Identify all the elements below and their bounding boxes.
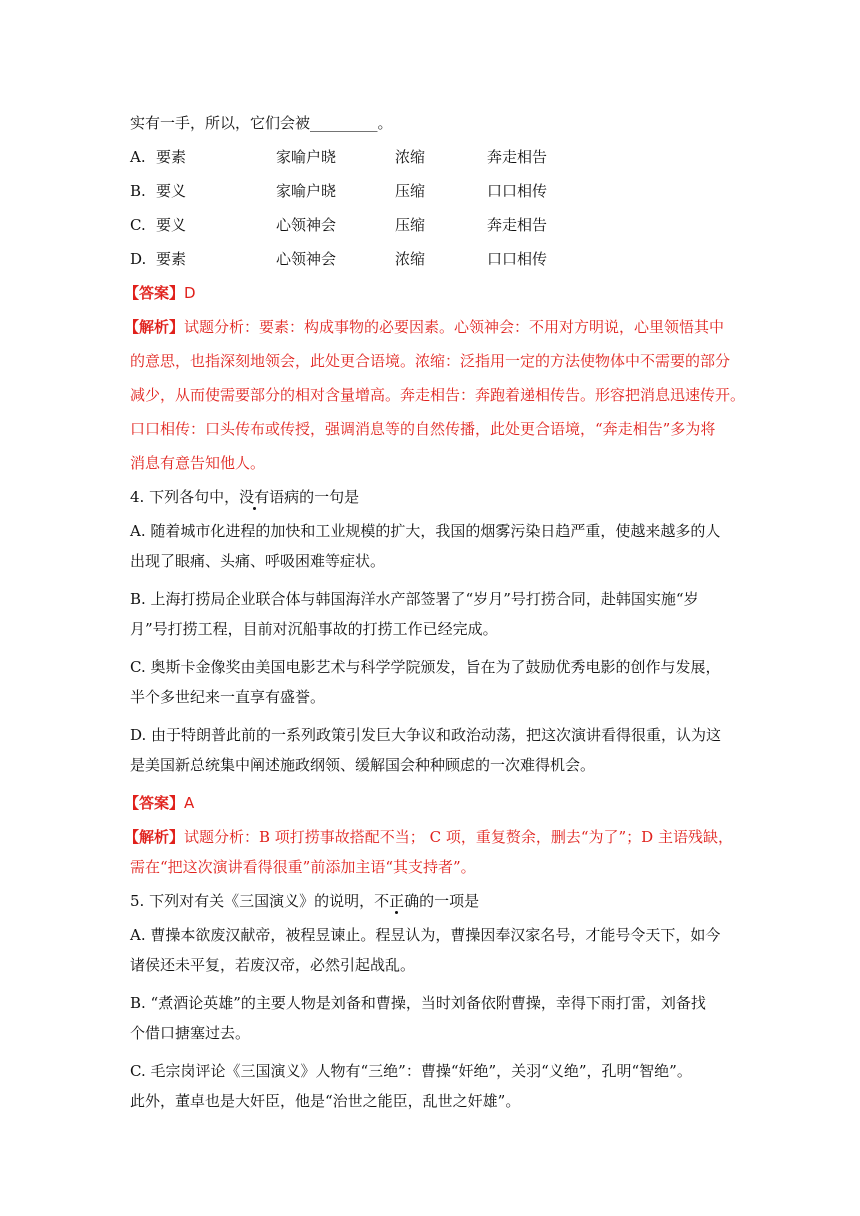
option-word: 要素 [156,250,187,268]
option-word: 浓缩 [395,250,426,268]
emphasis-dotted: 不正确 [374,892,420,910]
option-word: 家喻户晓 [276,148,337,166]
option-word: 心领神会 [276,216,337,234]
answer-tag: 【答案】 [124,284,185,302]
q4-option-a: A. 随着城市化进程的加快和工业规模的扩大，我国的烟雾污染日趋严重，使越来越多的人 [130,522,721,540]
option-word: 家喻户晓 [276,182,337,200]
q4-answer-line [124,793,724,813]
q4-option-d: D. 由于特朗普此前的一系列政策引发巨大争议和政治动荡，把这次演讲看得很重，认为这 [130,726,722,744]
option-word: 奔走相告 [487,148,548,166]
q5-option-c: C. 毛宗岗评论《三国演义》人物有“三绝”：曹操“奸绝”，关羽“义绝”，孔明“智绝”。 [130,1062,692,1080]
question-4-stem: 4. 下列各句中，没有语病的一句是 [130,488,360,506]
analysis-tag: 【解析】 [124,828,185,846]
analysis-line: 的意思，也指深刻地领会，此处更合语境。浓缩：泛指用一定的方法使物体中不需要的部分 [130,352,731,370]
q4-option-b: B. 上海打捞局企业联合体与韩国海洋水产部签署了“岁月”号打捞合同，赴韩国实施“岁 [130,590,699,608]
analysis-text: 试题分析：B 项打捞事故搭配不当； C 项，重复赘余，删去“为了”；D 主语残缺， [184,828,733,846]
option-word: 要素 [156,148,187,166]
analysis-tag: 【解析】 [124,318,185,336]
option-word: 压缩 [395,182,426,200]
question-stem-continuation: 实有一手，所以，它们会被_________。 [130,114,393,132]
q5-option-c-cont: 此外，董卓也是大奸臣，他是“治世之能臣，乱世之奸雄”。 [130,1092,521,1110]
q5-option-b: B. “煮酒论英雄”的主要人物是刘备和曹操，当时刘备依附曹操，幸得下雨打雷，刘备找 [130,994,706,1012]
question-5-stem: 5. 下列对有关《三国演义》的说明，不正确的一项是 [130,892,480,910]
q5-option-a-cont: 诸侯还未平复，若废汉帝，必然引起战乱。 [130,956,416,974]
q4-option-c: C. 奥斯卡金像奖由美国电影艺术与科学学院颁发，旨在为了鼓励优秀电影的创作与发展， [130,658,721,676]
option-label: A. [130,148,146,166]
option-word: 口口相传 [487,182,548,200]
answer-value: A [184,794,195,812]
analysis-line: 减少，从而使需要部分的相对含量增高。奔走相告：奔跑着递相传告。形容把消息迅速传开。 [130,386,746,404]
q4-option-c-cont: 半个多世纪来一直享有盛誉。 [130,688,326,706]
answer-value: D [184,284,196,302]
answer-tag: 【答案】 [124,794,185,812]
analysis-line [124,317,724,337]
option-label: D. [130,250,147,268]
q4-option-b-cont: 月”号打捞工程，目前对沉船事故的打捞工作已经完成。 [130,620,498,638]
analysis-line: 消息有意告知他人。 [130,454,266,472]
option-word: 奔走相告 [487,216,548,234]
analysis-line: 口口相传：口头传布或传授，强调消息等的自然传播，此处更合语境，“奔走相告”多为将 [130,420,716,438]
q4-analysis-line [124,827,733,847]
q5-option-a: A. 曹操本欲废汉献帝，被程昱谏止。程昱认为，曹操因奉汉家名号，才能号令天下，如今 [130,926,721,944]
q4-analysis-line: 需在“把这次演讲看得很重”前添加主语“其支持者”。 [130,858,476,876]
option-label: C. [130,216,146,234]
q4-option-d-cont: 是美国新总统集中阐述施政纲领、缓解国会种种顾虑的一次难得机会。 [130,756,596,774]
option-word: 压缩 [395,216,426,234]
emphasis-dotted: 没有 [239,488,270,506]
analysis-text: 试题分析：要素：构成事物的必要因素。心领神会：不用对方明说，心里领悟其中 [184,318,725,336]
option-word: 心领神会 [276,250,337,268]
q5-option-b-cont: 个借口搪塞过去。 [130,1024,251,1042]
option-word: 口口相传 [487,250,548,268]
option-word: 要义 [156,182,187,200]
option-word: 要义 [156,216,187,234]
option-word: 浓缩 [395,148,426,166]
option-label: B. [130,182,146,200]
answer-line [124,283,724,303]
q4-option-a-cont: 出现了眼痛、头痛、呼吸困难等症状。 [130,552,386,570]
